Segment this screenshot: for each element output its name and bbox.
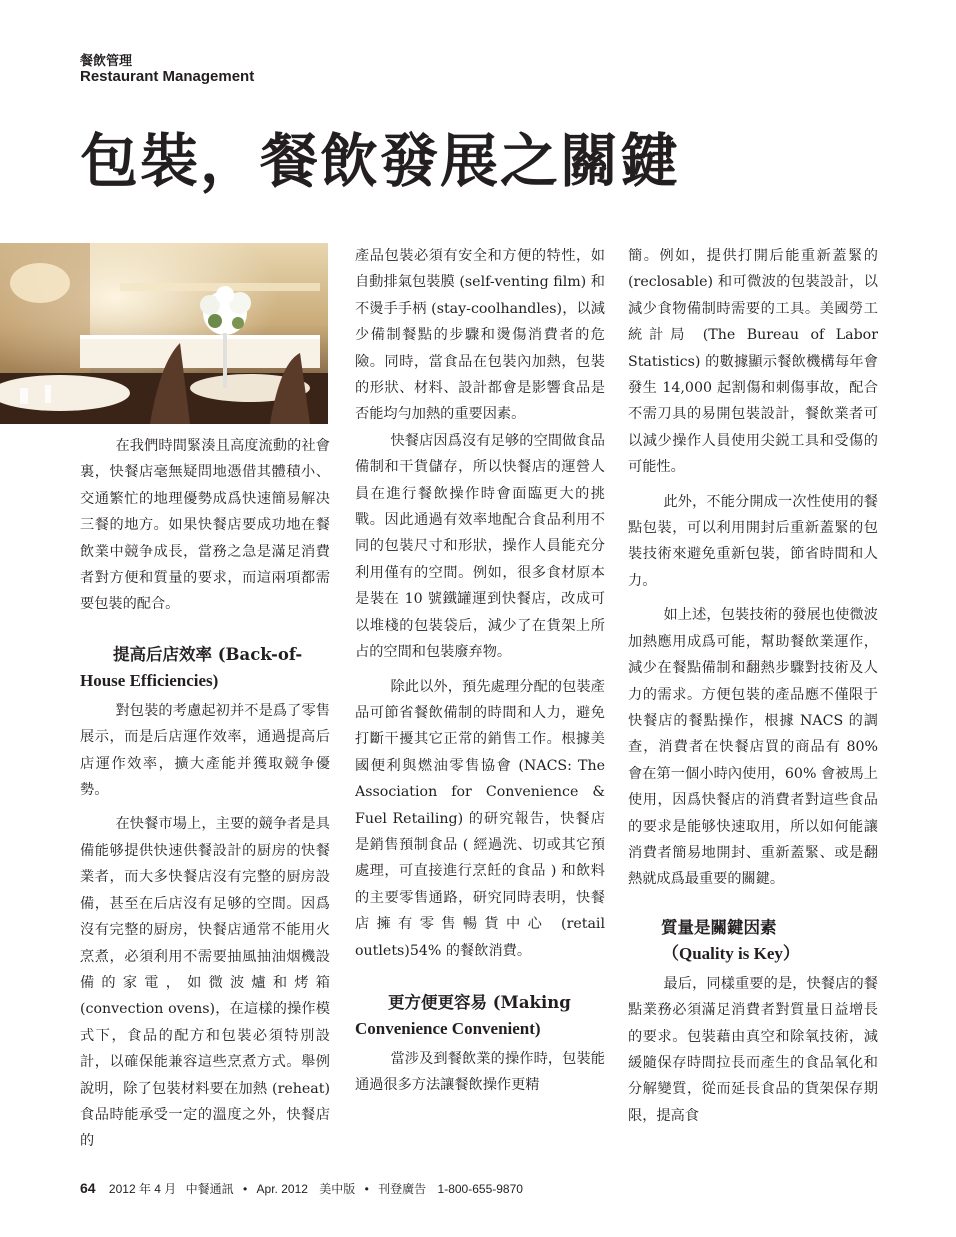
article-column-1: [80, 433, 330, 1163]
paragraph: 除此以外，預先處理分配的包裝產品可節省餐飲備制的時間和人力，避免打斷干擾其它正常的銷售工作。根據美國便利與燃油零售協會 (NACS: The Association for Convenience & Fuel Retailing) 的研究報告，快餐店是銷售預制食品 ( 經過洗、切或其它預處理，可直接進行烹飪的食品 ) 和飲料的主要零售通路，研究同時表明，快餐店擁有零售暢貨中心 (retail outlets)54% 的餐飲消費。: [355, 678, 605, 959]
footer-ad: 刊登廣告: [378, 1182, 427, 1196]
page-footer: [80, 1180, 523, 1197]
bullet-separator: •: [243, 1182, 248, 1196]
footer-date-en: Apr. 2012: [256, 1182, 308, 1196]
paragraph: 此外，不能分開成一次性使用的餐點包裝，可以利用開封后重新蓋緊的包裝技術來避免重新包裝，節省時間和人力。: [628, 493, 878, 589]
footer-edition: 美中版: [319, 1182, 356, 1196]
paragraph: 產品包裝必須有安全和方便的特性，如自動排氣包裝膜 (self-venting film) 和不燙手手柄 (stay-coolhandles)，以減少備制餐點的步驟和燙傷消費者的危險。同時，當食品在包裝內加熱，包裝的形狀、材料、設計都會是影響食品是否能均勻加熱的重要因素。: [355, 248, 605, 423]
heading-english: （Quality is Key）: [662, 943, 800, 963]
heading-english: House Efficiencies): [80, 670, 219, 690]
paragraph: 對包裝的考慮起初并不是爲了零售展示，而是后店運作效率，通過提高后店運作效率，擴大產能并獲取競争優勢。: [80, 702, 330, 799]
bullet-separator: •: [364, 1182, 369, 1196]
footer-date-zh: 2012 年 4 月: [108, 1182, 177, 1196]
heading-english: Convenience Convenient): [355, 1018, 541, 1038]
heading-chinese: 提高后店效率 (Back-of-: [113, 644, 303, 664]
footer-phone: 1-800-655-9870: [437, 1182, 523, 1196]
page-number: 64: [80, 1180, 96, 1196]
paragraph: 在快餐市場上，主要的競争者是具備能够提供快速供餐設計的厨房的快餐業者，而大多快餐店沒有完整的厨房設備，甚至在后店沒有足够的空間。因爲沒有完整的厨房，快餐店通常不能用火烹煮，必須利用不需要抽風抽油烟機設備的家電，如微波爐和烤箱 (convection ovens)，在這樣的操作模式下，食品的配方和包裝必須特別設計，以確保能兼容這些烹煮方式。舉例說明，除了包裝材料要在加熱 (reheat) 食品時能承受一定的溫度之外，快餐店的: [80, 816, 330, 1150]
article-column-3: [628, 243, 878, 1161]
paragraph: 最后，同樣重要的是，快餐店的餐點業務必須滿足消費者對質量日益增長的要求。包裝藉由真空和除氧技術，減緩隨保存時間拉長而產生的食品氧化和分解變質，從而延長食品的貨架保存期限，提高食: [628, 975, 878, 1124]
restaurant-banquet-photo: [0, 243, 328, 424]
section-label-chinese: 餐飲管理: [80, 54, 133, 69]
paragraph: 當涉及到餐飲業的操作時，包裝能通過很多方法讓餐飲操作更精: [355, 1050, 605, 1094]
heading-chinese: 質量是關鍵因素: [661, 917, 777, 937]
section-heading-quality: [628, 915, 878, 967]
article-column-2: [355, 243, 605, 1161]
paragraph: 如上述，包裝技術的發展也使微波加熱應用成爲可能，幫助餐飲業運作，減少在餐點備制和翻熱步驟對技術及人力的需求。方便包裝的產品應不僅限于快餐店的餐點操作，根據 NACS 的調查，消費者在快餐店買的商品有 80% 會在第一個小時內使用，60% 會被馬上使用，因爲快餐店的消費者對這些食品的要求是能够快速取用，所以如何能讓消費者簡易地開封、重新蓋緊、或是翻熱就成爲最重要的關鍵。: [628, 607, 878, 888]
footer-publication: 中餐通訊: [185, 1182, 234, 1196]
article-title: 包裝，餐飲發展之關鍵: [80, 127, 681, 195]
paragraph: 快餐店因爲沒有足够的空間做食品備制和干貨儲存，所以快餐店的運營人員在進行餐飲操作時會面臨更大的挑戰。因此通過有效率地配合食品利用不同的包裝尺寸和形狀，操作人員能充分利用僅有的空間。例如，很多食材原本是裝在 10 號鐵罐運到快餐店，改成可以堆棧的包裝袋后，減少了在貨架上所占的空間和包裝廢弃物。: [355, 432, 605, 661]
heading-chinese: 更方便更容易 (Making: [388, 992, 571, 1012]
paragraph: 簡。例如，提供打開后能重新蓋緊的 (reclosable) 和可微波的包裝設計，以減少食物備制時需要的工具。美國勞工統計局 (The Bureau of Labor Statistics) 的數據顯示餐飲機構每年會發生 14,000 起割傷和刺傷事故，配合不需刀具的易開包裝設計，餐飲業者可以減少操作人員使用尖鋭工具和受傷的可能性。: [628, 248, 878, 476]
section-heading-convenience: [355, 990, 605, 1042]
paragraph: 在我們時間緊湊且高度流動的社會裏，快餐店毫無疑問地憑借其體積小、交通繁忙的地理優勢成爲快速簡易解决三餐的地方。如果快餐店要成功地在餐飲業中競争成長，當務之急是滿足消費者對方便和質量的要求，而這兩項都需要包裝的配合。: [80, 438, 330, 613]
section-label-english: Restaurant Management: [80, 68, 255, 85]
section-heading-back-of-house: [80, 642, 330, 694]
